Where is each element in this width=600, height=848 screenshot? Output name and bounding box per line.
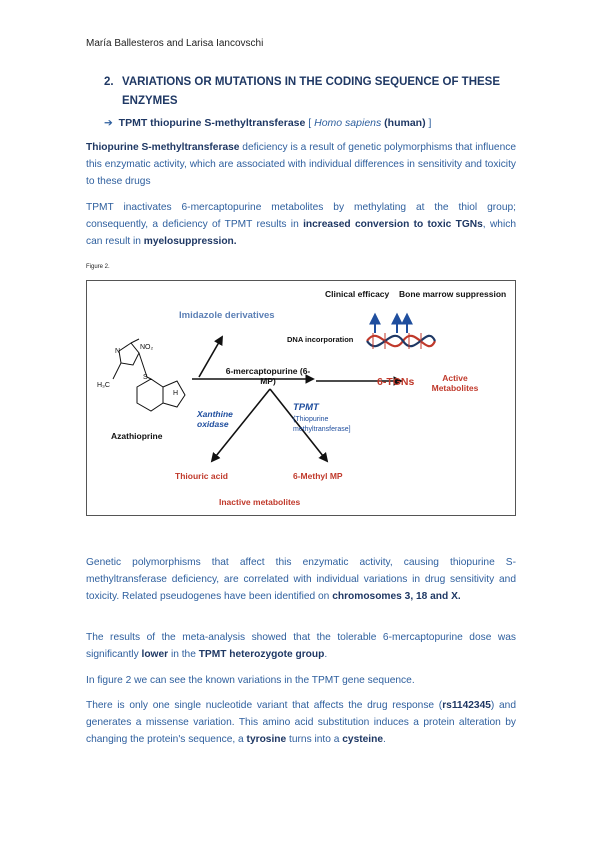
arrow-to-imidazole [199, 337, 222, 377]
label-azathioprine: Azathioprine [111, 431, 163, 441]
dna-helix-icon [367, 333, 435, 349]
bracket-close: ] [428, 117, 432, 129]
p6-text-end: . [383, 734, 386, 745]
p2-bold-2: myelosuppression. [143, 236, 237, 247]
paragraph-6 [86, 697, 516, 748]
label-tpmt-full: (Thiopurine methyltransferase] [293, 416, 351, 433]
label-no2: NO₂ [140, 344, 154, 351]
p6-bold-3: cysteine [342, 734, 384, 745]
section-heading [104, 73, 514, 111]
p6-text-start: There is only one single nucleotide variant that affects the drug response ( [86, 700, 443, 711]
label-active-metabolites: Active Metabolites [431, 373, 479, 393]
p1-text: deficiency is a result of genetic polymorphisms that influence this enzymatic activity, which are associated with individual differences in sensitivity and toxicity to these drugs [86, 142, 516, 187]
label-s: S [143, 374, 148, 381]
pathway-svg [87, 281, 517, 517]
label-imidazole: Imidazole derivatives [179, 310, 275, 321]
p6-bold-1: rs1142345 [442, 700, 491, 711]
label-inactive-metabolites: Inactive metabolites [219, 497, 301, 507]
p3-text: Genetic polymorphisms that affect this enzymatic activity, causing thiopurine S-methyltransferase deficiency, are correlated with individual variations in drug sensitivity and toxicity. Related pseudogenes have been identified on [86, 557, 516, 602]
label-clinical-efficacy: Clinical efficacy [325, 289, 390, 299]
author-header: María Ballesteros and Larisa Iancovschi [86, 38, 264, 49]
species-name: Homo sapiens [314, 117, 382, 129]
paragraph-4 [86, 629, 516, 663]
label-tpmt: TPMT [293, 402, 319, 413]
subheading-bold: TPMT thiopurine S-methyltransferase [118, 117, 306, 129]
p2-bold-1: increased conversion to toxic TGNs [303, 219, 483, 230]
section-number: 2. [104, 76, 114, 88]
section-title-line2: ENZYMES [122, 95, 178, 107]
p4-text-mid: in the [168, 649, 199, 660]
label-n-ring: N [115, 348, 121, 355]
label-thiouric-acid: Thiouric acid [175, 471, 228, 481]
paragraph-2 [86, 199, 516, 250]
p2-text-start: TPMT inactivates 6-mercaptopurine metabolites by methylating at the thiol group; consequently, a deficiency of TPMT results in [86, 202, 516, 230]
paragraph-5: In figure 2 we can see the known variations in the TPMT gene sequence. [86, 675, 415, 686]
p2-text-mid: , which can result in [86, 219, 516, 247]
paragraph-1 [86, 139, 516, 190]
figure-2-pathway-diagram [86, 280, 516, 516]
p4-bold-2: TPMT heterozygote group [198, 649, 325, 660]
label-6tgns: 6-TGNs [377, 376, 415, 388]
label-bone-marrow: Bone marrow suppression [399, 289, 507, 299]
label-xanthine-oxidase: Xanthine oxidase [197, 409, 233, 429]
p4-text-end: . [324, 649, 328, 660]
arrow-icon: ➔ [104, 117, 113, 129]
section-title-line1: VARIATIONS OR MUTATIONS IN THE CODING SEQUENCE OF THESE [122, 76, 501, 88]
label-6-methyl-mp: 6-Methyl MP [293, 471, 343, 481]
p6-bold-2: tyrosine [246, 734, 287, 745]
subheading-tpmt [104, 117, 431, 129]
label-h3c: H₃C [97, 382, 110, 389]
figure-label: Figure 2. [86, 264, 110, 270]
p4-text-start: The results of the meta-analysis showed that the tolerable 6-mercaptopurine dose was significantly [86, 632, 516, 660]
label-dna-incorporation: DNA incorporation [287, 335, 354, 344]
p6-text-mid2: turns into a [286, 734, 343, 745]
label-6mp: 6-mercaptopurine (6-MP) [225, 366, 311, 386]
bracket-open: [ [308, 117, 312, 129]
paragraph-3 [86, 554, 516, 605]
label-h: H [173, 390, 179, 397]
p1-bold: Thiopurine S-methyltransferase [86, 142, 240, 153]
p3-bold: chromosomes 3, 18 and X. [332, 591, 461, 602]
species-common: (human) [384, 117, 426, 129]
p4-bold-1: lower [141, 649, 169, 660]
p6-text-mid1: ) and generates a missense variation. This amino acid substitution induces a protein alteration by changing the protein's sequence, a [86, 700, 516, 745]
